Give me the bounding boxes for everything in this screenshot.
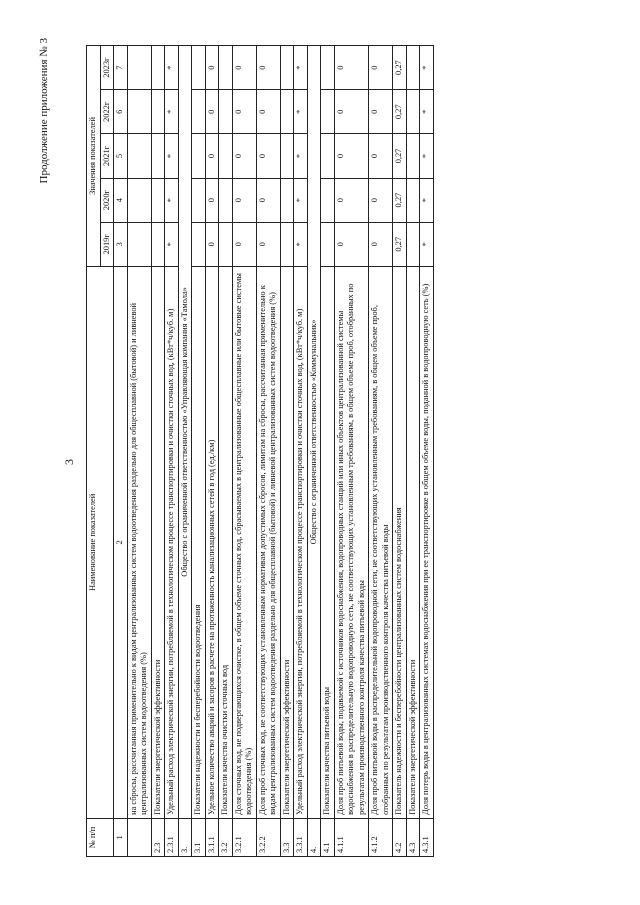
indicator-value: 0,27	[393, 134, 407, 178]
indicator-value: *	[294, 222, 308, 266]
indicator-value: *	[420, 134, 434, 178]
indicator-value: 0	[256, 46, 280, 90]
indicator-value: 0	[205, 178, 219, 222]
indicator-value	[192, 46, 206, 90]
table-row	[393, 46, 407, 857]
indicator-value: 0	[205, 134, 219, 178]
indicator-value: *	[294, 46, 308, 90]
indicator-value: 0	[369, 178, 393, 222]
indicator-value	[192, 178, 206, 222]
indicator-value	[127, 222, 151, 266]
indicator-value: 0	[232, 178, 256, 222]
indicator-name: Показатели энергетической эффективности	[151, 266, 165, 818]
row-number: 4.3	[406, 818, 420, 856]
table-row	[334, 46, 369, 857]
indicator-value: 0	[369, 46, 393, 90]
indicator-name: Доля проб питьевой воды в распределительной водопроводной сети, не соответствующих установленным требованиям, в общем объеме проб, отобранных по результатам производственного контроля качества питьевой воды	[369, 266, 393, 818]
indicator-value: 0	[205, 90, 219, 134]
indicator-value	[321, 134, 335, 178]
indicator-value	[321, 222, 335, 266]
indicator-name: Показатели качества питьевой воды	[321, 266, 335, 818]
col-number: 4	[114, 178, 128, 222]
indicator-name: Удельное количество аварий и засоров в расчете на протяженность канализационных сетей в год (ед./км)	[205, 266, 219, 818]
row-number	[127, 818, 151, 856]
indicator-value: *	[165, 90, 179, 134]
indicator-name: Показатели энергетической эффективности	[406, 266, 420, 818]
header-name: Наименование показателей	[87, 266, 114, 818]
table-row	[192, 46, 206, 857]
row-number: 2.3.1	[165, 818, 179, 856]
indicator-value	[219, 90, 233, 134]
indicator-value: *	[294, 134, 308, 178]
indicator-value	[321, 90, 335, 134]
indicator-value	[127, 46, 151, 90]
header-year: 2020г	[100, 178, 114, 222]
table-row	[205, 46, 219, 857]
indicator-value: 0	[256, 222, 280, 266]
header-values-group: Значения показателей	[87, 46, 101, 267]
indicator-value: *	[420, 178, 434, 222]
table-row	[406, 46, 420, 857]
indicator-name: на сбросы, рассчитанная применительно к видам централизованных систем водоотведения раздельно для общесплавной (бытовой) и ливневой централизованных систем водоотведения (%)	[127, 266, 151, 818]
indicator-value	[280, 46, 294, 90]
indicator-name: Удельный расход электрической энергии, потребляемой в технологическом процессе транспортировки и очистки сточных вод, (кВт*ч/куб. м)	[165, 266, 179, 818]
indicator-value	[151, 178, 165, 222]
indicator-value: 0	[232, 222, 256, 266]
indicator-value: 0,27	[393, 178, 407, 222]
indicator-value	[127, 90, 151, 134]
indicator-value	[219, 222, 233, 266]
indicator-value	[406, 46, 420, 90]
indicator-value	[321, 46, 335, 90]
indicator-value	[219, 46, 233, 90]
indicator-value	[151, 134, 165, 178]
table-row	[280, 46, 294, 857]
indicator-value: *	[420, 222, 434, 266]
indicator-value	[219, 134, 233, 178]
table-row	[256, 46, 280, 857]
col-number: 3	[114, 222, 128, 266]
indicator-value	[280, 178, 294, 222]
row-number: 3.2.1	[232, 818, 256, 856]
col-number: 2	[114, 266, 128, 818]
table-body	[127, 46, 433, 857]
indicators-table	[86, 45, 434, 857]
indicator-value: 0	[369, 222, 393, 266]
table-head	[87, 46, 128, 857]
table-row	[232, 46, 256, 857]
indicator-name: Показатели надежности и бесперебойности водоотведения	[192, 266, 206, 818]
table-row	[369, 46, 393, 857]
indicator-value: 0	[256, 134, 280, 178]
section-row	[178, 46, 192, 857]
column-numbers-row	[114, 46, 128, 857]
row-number: 4.2	[393, 818, 407, 856]
indicator-value	[192, 222, 206, 266]
row-number: 3.1.1	[205, 818, 219, 856]
indicator-value	[321, 178, 335, 222]
indicator-value	[192, 134, 206, 178]
indicator-value	[127, 178, 151, 222]
indicator-value	[406, 90, 420, 134]
indicator-value: 0	[232, 46, 256, 90]
header-year: 2021г	[100, 134, 114, 178]
indicator-value: 0,27	[393, 46, 407, 90]
indicator-value: 0,27	[393, 222, 407, 266]
row-number: 4.1.1	[334, 818, 369, 856]
row-number: 2.3	[151, 818, 165, 856]
indicator-value: 0	[256, 178, 280, 222]
indicator-value: *	[165, 178, 179, 222]
indicator-value: *	[294, 178, 308, 222]
row-number: 3.3	[280, 818, 294, 856]
indicator-value	[219, 178, 233, 222]
table-row	[127, 46, 151, 857]
header-year: 2023г	[100, 46, 114, 90]
table-row	[420, 46, 434, 857]
indicator-name: Доля потерь воды в централизованных системах водоснабжения при ее транспортировке в общем объеме воды, поданной в водопроводную сеть (%)	[420, 266, 434, 818]
indicator-name: Показатели качества очистки сточных вод	[219, 266, 233, 818]
indicator-value	[406, 134, 420, 178]
indicator-value: 0	[334, 222, 369, 266]
indicator-value	[280, 134, 294, 178]
indicator-name: Показатель надежности и бесперебойности централизованных систем водоснабжения	[393, 266, 407, 818]
row-number: 3.2	[219, 818, 233, 856]
indicator-name: Показатели энергетической эффективности	[280, 266, 294, 818]
indicator-value: 0	[334, 178, 369, 222]
row-number: 4.	[307, 818, 321, 856]
indicator-value: 0	[334, 134, 369, 178]
row-number: 3.	[178, 818, 192, 856]
table-row	[165, 46, 179, 857]
header-year: 2022г	[100, 90, 114, 134]
indicator-value: *	[165, 46, 179, 90]
indicator-value: 0	[205, 222, 219, 266]
row-number: 3.2.2	[256, 818, 280, 856]
col-number: 5	[114, 134, 128, 178]
col-number: 6	[114, 90, 128, 134]
table-row	[294, 46, 308, 857]
indicator-value: 0	[256, 90, 280, 134]
page-number: 3	[62, 459, 76, 465]
section-row	[307, 46, 321, 857]
indicator-value: 0,27	[393, 90, 407, 134]
indicator-name: Доля проб сточных вод, не соответствующих установленным нормативам допустимых сбросов, лимитам на сбросы, рассчитанная применительно к видам централизованных систем водоотведения раздельно для общесплавной (бытовой) и ливневой централизованных систем водоотведения (%)	[256, 266, 280, 818]
row-number: 3.1	[192, 818, 206, 856]
table-row	[321, 46, 335, 857]
indicator-value: 0	[369, 90, 393, 134]
indicator-value	[151, 46, 165, 90]
section-title: Общество с ограниченной ответственностью «Управляющая компания «Тамола»	[178, 46, 192, 819]
indicator-value: 0	[232, 134, 256, 178]
indicator-value	[406, 222, 420, 266]
indicator-name: Удельный расход электрической энергии, потребляемой в технологическом процессе транспортировки и очистки сточных вод, (кВт*ч/куб. м)	[294, 266, 308, 818]
table-row	[151, 46, 165, 857]
header-num: № п/п	[87, 818, 114, 856]
header-year: 2019г	[100, 222, 114, 266]
indicator-value: 0	[232, 90, 256, 134]
indicator-value	[151, 222, 165, 266]
indicator-value: 0	[334, 90, 369, 134]
indicator-value: 0	[205, 46, 219, 90]
indicator-value: *	[165, 134, 179, 178]
section-title: Общество с ограниченной ответственностью «Коммунальник»	[307, 46, 321, 819]
row-number: 3.3.1	[294, 818, 308, 856]
row-number: 4.1.2	[369, 818, 393, 856]
indicator-value: 0	[334, 46, 369, 90]
indicator-value: *	[420, 46, 434, 90]
indicator-value	[406, 178, 420, 222]
indicator-value	[127, 134, 151, 178]
row-number: 4.1	[321, 818, 335, 856]
indicator-value: *	[294, 90, 308, 134]
col-number: 7	[114, 46, 128, 90]
row-number: 4.3.1	[420, 818, 434, 856]
indicator-name: Доля проб питьевой воды, подаваемой с источников водоснабжения, водопроводных станций или иных объектов централизованной системы водоснабжения в распределительную водопроводную сеть, не соответствующих установленным требованиям, в общем объеме проб, отобранных по результатам производственного контроля качества питьевой воды	[334, 266, 369, 818]
appendix-label: Продолжение приложения № 3	[38, 38, 50, 184]
indicator-value	[280, 222, 294, 266]
indicator-value	[280, 90, 294, 134]
indicator-value: *	[420, 90, 434, 134]
indicator-value	[151, 90, 165, 134]
indicator-value: 0	[369, 134, 393, 178]
indicator-value: *	[165, 222, 179, 266]
indicator-value	[192, 90, 206, 134]
indicator-name: Доля сточных вод, не подвергающихся очистке, в общем объеме сточных вод, сбрасываемых в централизованные общесплавные или бытовые системы водоотведения (%)	[232, 266, 256, 818]
col-number: 1	[114, 818, 128, 856]
table-row	[219, 46, 233, 857]
